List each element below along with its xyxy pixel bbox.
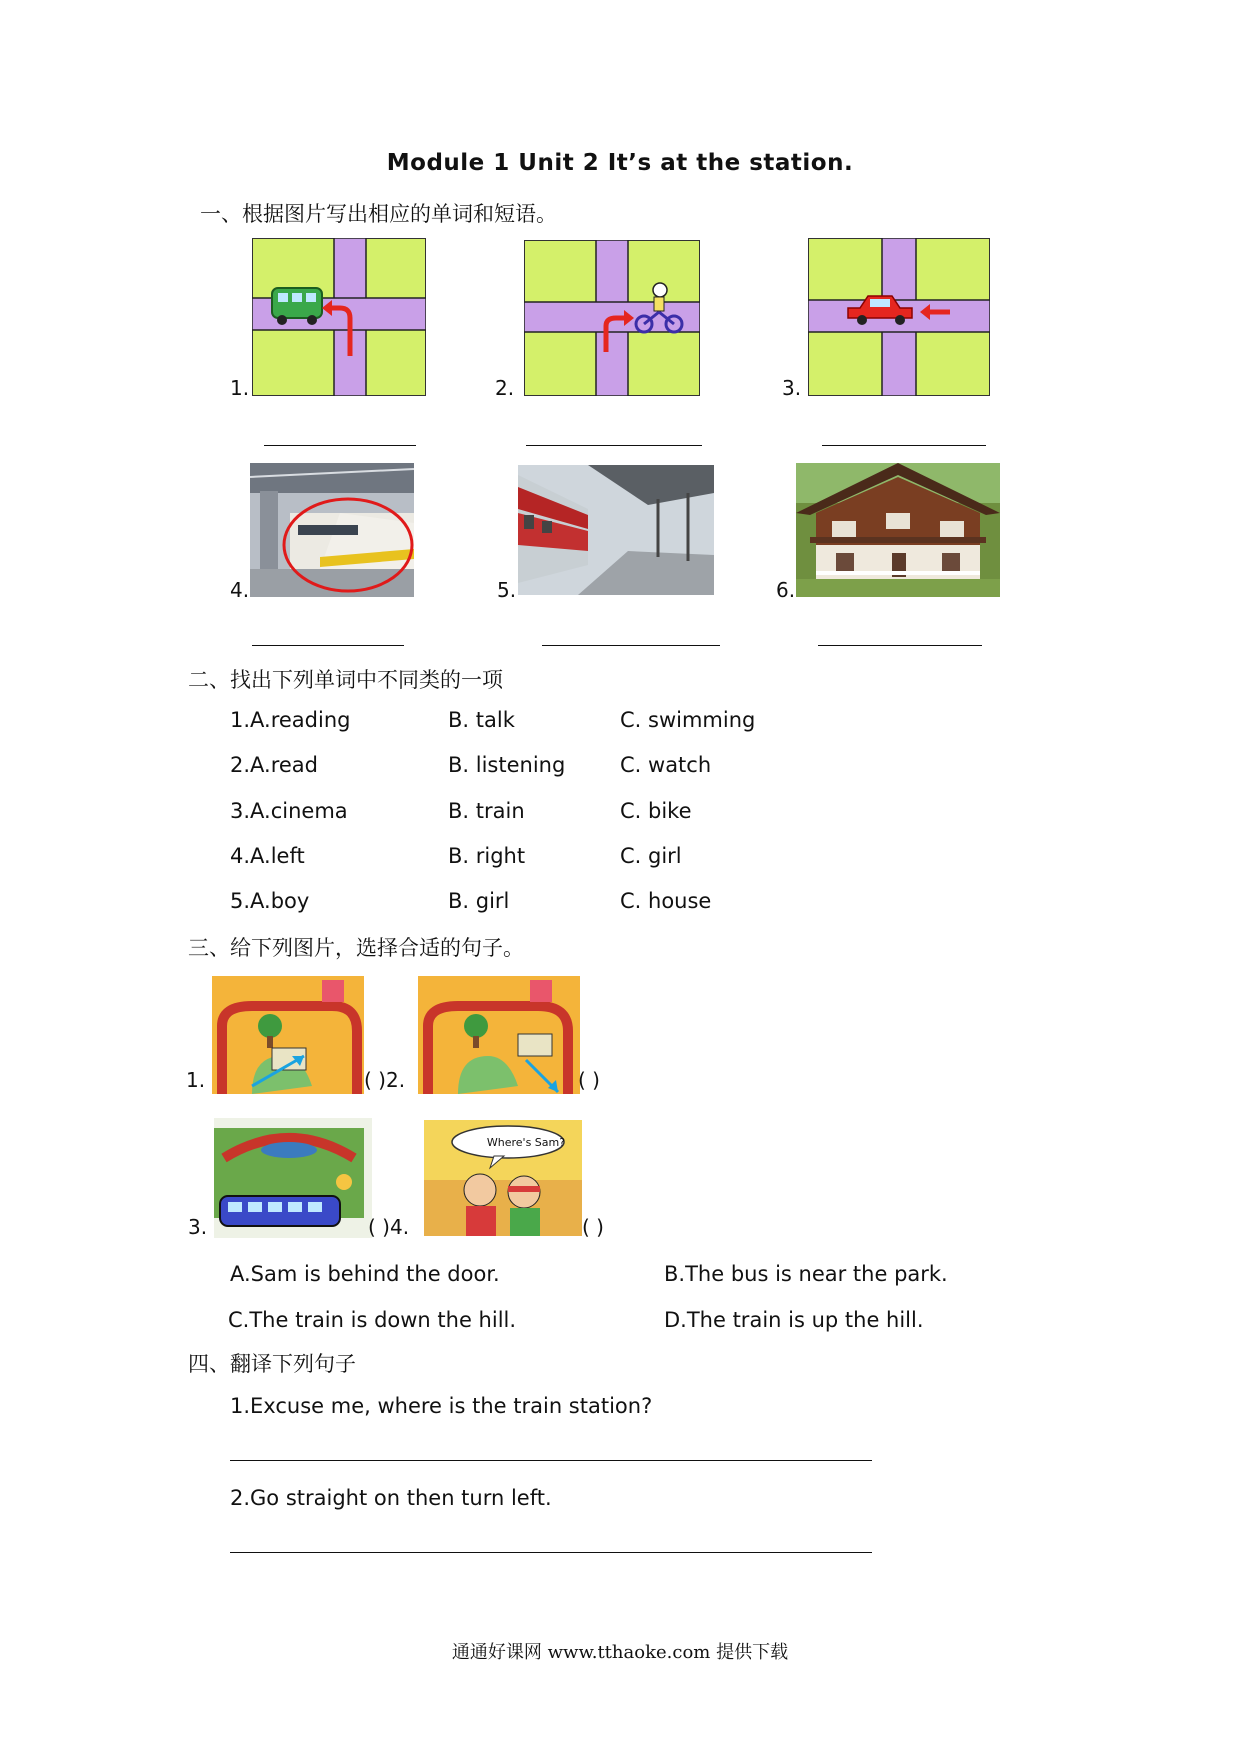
map-go-straight-car-image (808, 238, 990, 396)
house-photo (796, 463, 1000, 597)
q1-option-a: 1.A.reading (230, 708, 351, 732)
train-station-platform-photo (518, 465, 714, 595)
footer-text: 通通好课网 www.tthaoke.com 提供下载 (451, 1642, 789, 1663)
answer-line-5[interactable] (542, 645, 720, 646)
q5-option-a: 5.A.boy (230, 889, 310, 913)
s3-label-3: 3. (188, 1215, 208, 1239)
sentence-option-c: C.The train is down the hill. (228, 1308, 517, 1332)
section4-heading: 四、翻译下列句子 (188, 1352, 356, 1376)
high-speed-train-photo (250, 463, 414, 597)
pic-label-3: 3. (782, 376, 802, 400)
train-down-hill-image (418, 976, 580, 1094)
page-title: Module 1 Unit 2 It’s at the station. (386, 150, 854, 176)
bus-near-park-image (214, 1118, 372, 1238)
answer-line-1[interactable] (264, 445, 416, 446)
q2-option-b: B. listening (448, 753, 566, 777)
q1-option-b: B. talk (448, 708, 515, 732)
s3-paren-2[interactable]: ( ) (578, 1068, 600, 1092)
translate-answer-line-2[interactable] (230, 1552, 872, 1553)
map-turn-left-bus-image (252, 238, 426, 396)
q4-option-a: 4.A.left (230, 844, 305, 868)
speech-bubble-text: Where's Sam? (486, 1136, 566, 1149)
section2-heading: 二、找出下列单词中不同类的一项 (188, 668, 503, 692)
section3-heading: 三、给下列图片，选择合适的句子。 (188, 936, 524, 960)
pic-label-1: 1. (230, 376, 250, 400)
map-turn-right-bike-image (524, 240, 700, 396)
q2-option-c: C. watch (620, 753, 712, 777)
q1-option-c: C. swimming (620, 708, 756, 732)
train-up-hill-image (212, 976, 364, 1094)
section1-heading: 一、根据图片写出相应的单词和短语。 (200, 202, 557, 226)
pic-label-2: 2. (495, 376, 515, 400)
answer-line-2[interactable] (526, 445, 702, 446)
translate-answer-line-1[interactable] (230, 1460, 872, 1461)
answer-line-4[interactable] (252, 645, 404, 646)
s3-paren-4[interactable]: ( ) (582, 1215, 604, 1239)
sentence-option-a: A.Sam is behind the door. (230, 1262, 500, 1286)
q5-option-b: B. girl (448, 889, 510, 913)
pic-label-5: 5. (497, 578, 517, 602)
answer-line-6[interactable] (818, 645, 982, 646)
s3-label-1: 1. (186, 1068, 206, 1092)
pic-label-6: 6. (776, 578, 796, 602)
sentence-option-d: D.The train is up the hill. (664, 1308, 924, 1332)
s3-paren-3[interactable]: ( )4. (368, 1215, 410, 1239)
sentence-option-b: B.The bus is near the park. (664, 1262, 948, 1286)
q4-option-c: C. girl (620, 844, 682, 868)
answer-line-3[interactable] (822, 445, 986, 446)
q5-option-c: C. house (620, 889, 712, 913)
q3-option-b: B. train (448, 799, 525, 823)
q2-option-a: 2.A.read (230, 753, 318, 777)
q3-option-a: 3.A.cinema (230, 799, 348, 823)
q4-option-b: B. right (448, 844, 526, 868)
pic-label-4: 4. (230, 578, 250, 602)
s3-paren-1[interactable]: ( )2. (364, 1068, 406, 1092)
translate-question-1: 1.Excuse me, where is the train station? (230, 1394, 653, 1418)
q3-option-c: C. bike (620, 799, 692, 823)
translate-question-2: 2.Go straight on then turn left. (230, 1486, 552, 1510)
